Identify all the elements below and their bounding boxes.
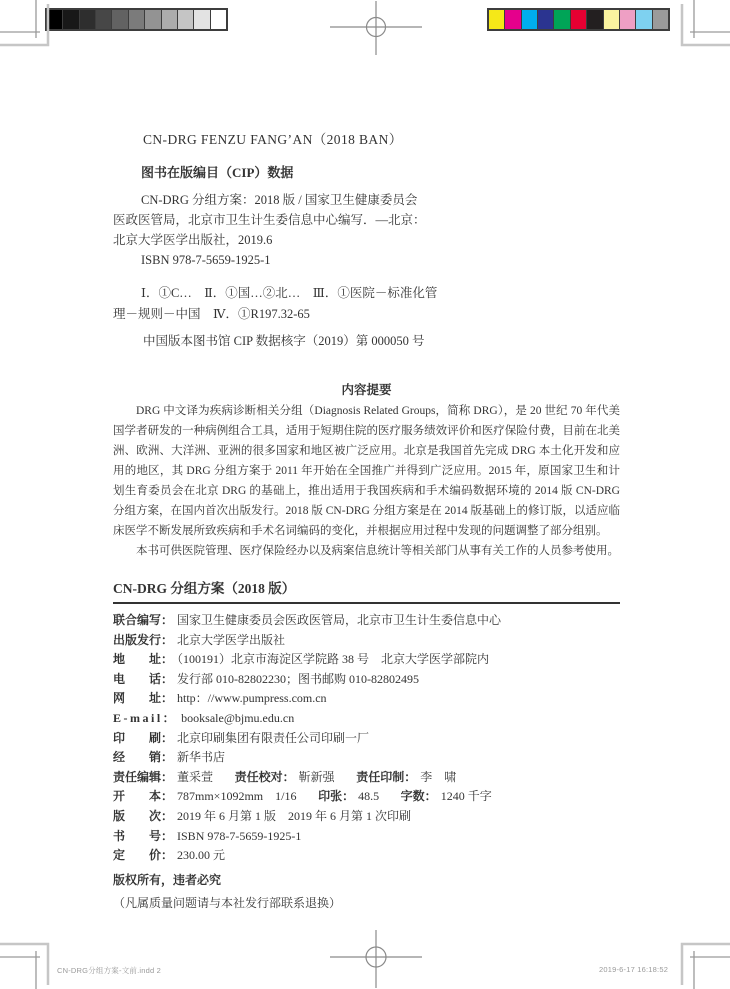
colophon-value: ISBN 978-7-5659-1925-1 (177, 828, 302, 843)
colophon-label: 书 号： (113, 828, 174, 843)
grayscale-swatch (63, 10, 78, 29)
colophon-row (113, 807, 620, 827)
colophon-value: 787mm×1092mm 1/16 (177, 789, 297, 804)
color-swatch (604, 10, 619, 29)
colophon-row (113, 670, 620, 690)
colophon-row (113, 650, 620, 670)
colophon-label: 网 址： (113, 691, 174, 706)
color-swatch (538, 10, 553, 29)
abstract-section (113, 380, 620, 561)
color-calibration-bar (487, 8, 670, 31)
colophon-row (113, 827, 620, 847)
classification-line: 理－规则－中国 Ⅳ．①R197.32-65 (113, 307, 310, 321)
color-swatch (571, 10, 586, 29)
grayscale-swatch (145, 10, 160, 29)
colophon-row (113, 787, 620, 807)
colophon-label: 责任印制： (356, 769, 417, 784)
grayscale-swatch (194, 10, 209, 29)
colophon-value: 董采萱 (177, 769, 214, 784)
grayscale-swatch (80, 10, 95, 29)
colophon-value: 李 啸 (420, 769, 457, 784)
grayscale-swatch (162, 10, 177, 29)
colophon-label: 电 话： (113, 671, 174, 686)
color-swatch (505, 10, 520, 29)
page-title-pinyin: CN-DRG FENZU FANG’AN（2018 BAN） (143, 132, 403, 147)
colophon-row (113, 611, 620, 631)
grayscale-swatch (129, 10, 144, 29)
colophon-value: 北京大学医学出版社 (177, 632, 286, 647)
colophon-row (113, 748, 620, 768)
cip-data-block (113, 190, 620, 270)
cip-line: 医政医管局，北京市卫生计生委信息中心编写．—北京： (113, 213, 426, 227)
classification-line: Ⅰ．①C… Ⅱ．①国…②北… Ⅲ．①医院－标准化管 (141, 286, 438, 300)
colophon-label: 印张： (318, 789, 355, 804)
colophon-label: 经 销： (113, 750, 174, 765)
copyright-notice: 版权所有，违者必究 (113, 872, 222, 887)
cip-line: 北京大学医学出版社，2019.6 (113, 233, 273, 247)
colophon-label: 地 址： (113, 652, 174, 667)
abstract-heading: 内容提要 (341, 383, 392, 397)
color-swatch (489, 10, 504, 29)
colophon-value: 国家卫生健康委员会医政医管局，北京市卫生计生委信息中心 (177, 613, 502, 627)
grayscale-calibration-bar (45, 8, 228, 31)
colophon-value: 北京印刷集团有限责任公司印刷一厂 (177, 730, 370, 745)
crosshair-registration-mark-top (330, 1, 422, 57)
colophon-value: 2019 年 6 月第 1 版 2019 年 6 月第 1 次印刷 (177, 808, 412, 823)
colophon-label: 责任校对： (234, 769, 295, 784)
colophon-row (113, 689, 620, 709)
content-column (113, 128, 620, 914)
crosshair-registration-mark-bottom (330, 928, 422, 988)
color-swatch (636, 10, 651, 29)
colophon-title: CN-DRG 分组方案（2018 版） (113, 577, 620, 604)
colophon-value: 48.5 (358, 789, 380, 804)
colophon-value: 靳新强 (298, 769, 335, 784)
cip-record-number: 中国版本图书馆 CIP 数据核字（2019）第 000050 号 (143, 334, 425, 348)
cip-classification-block (113, 283, 620, 325)
colophon-value: 新华书店 (177, 750, 226, 765)
colophon-label: 责任编辑： (113, 769, 174, 784)
abstract-paragraph: DRG 中文译为疾病诊断相关分组（Diagnosis Related Groups，简称 DRG），是 20 世纪 70 年代美国学者研发的一种病例组合工具，适用于短期住院的医疗服务绩效评价和医疗保险付费，目前在北美洲、欧洲、大洋洲、亚洲的很多国家和地区被广泛应用。北京是我国首先完成 DRG 本土化开发和应用的地区，其 DRG 分组方案于 2011 年开始在全国推广并得到广泛应用。2015 年，原国家卫生和计划生育委员会在北京 DRG 的基础上，推出适用于我国疾病和手术编码数据环境的 2014 版 CN-DRG 分组方案，在国内首次出版发行。2018 版 CN-DRG 分组方案是在 2014 版基础上的修订版，以适应临床医学不断发展所致疾病和手术名词编码的变化，并根据应用过程中发现的问题调整了部分组别。 (113, 405, 620, 537)
color-swatch (554, 10, 569, 29)
color-swatch (522, 10, 537, 29)
colophon-row (113, 846, 620, 866)
quality-return-note: （凡属质量问题请与本社发行部联系退换） (113, 896, 342, 911)
colophon-value: 发行部 010-82802230；图书邮购 010-82802495 (177, 671, 420, 686)
color-swatch (653, 10, 668, 29)
cip-heading: 图书在版编目（CIP）数据 (141, 165, 294, 180)
colophon-value: booksale@bjmu.edu.cn (181, 710, 295, 725)
colophon-row (113, 631, 620, 651)
corner-crop-mark-top-left (0, 0, 60, 60)
corner-crop-mark-bottom-right (670, 929, 730, 989)
footer-filename: CN-DRG分组方案-文前.indd 2 (57, 966, 162, 975)
colophon-value: 1240 千字 (440, 789, 492, 804)
colophon-section (113, 577, 620, 914)
colophon-label: 定 价： (113, 848, 174, 863)
colophon-label: 字数： (400, 789, 437, 804)
corner-crop-mark-bottom-left (0, 929, 60, 989)
colophon-rows (113, 611, 620, 866)
abstract-paragraph: 本书可供医院管理、医疗保险经办以及病案信息统计等相关部门从事有关工作的人员参考使用。 (136, 545, 619, 557)
grayscale-swatch (178, 10, 193, 29)
colophon-label: E-mail： (113, 710, 178, 725)
colophon-row (113, 768, 620, 788)
footer-timestamp: 2019-6-17 16:18:52 (599, 965, 669, 974)
colophon-label: 印 刷： (113, 730, 174, 745)
colophon-label: 开 本： (113, 789, 174, 804)
grayscale-swatch (112, 10, 127, 29)
colophon-value: http：//www.pumpress.com.cn (177, 691, 327, 706)
color-swatch (587, 10, 602, 29)
grayscale-swatch (211, 10, 226, 29)
colophon-value: （100191）北京市海淀区学院路 38 号 北京大学医学部院内 (177, 652, 490, 667)
colophon-value: 230.00 元 (177, 848, 226, 863)
colophon-label: 出版发行： (113, 632, 174, 647)
corner-crop-mark-top-right (670, 0, 730, 60)
cip-line: CN-DRG 分组方案：2018 版 / 国家卫生健康委员会 (141, 193, 418, 207)
colophon-row (113, 729, 620, 749)
cip-isbn-line: ISBN 978-7-5659-1925-1 (141, 253, 271, 267)
grayscale-swatch (96, 10, 111, 29)
color-swatch (620, 10, 635, 29)
colophon-row (113, 709, 620, 729)
colophon-label: 联合编写： (113, 613, 174, 627)
colophon-label: 版 次： (113, 808, 174, 823)
